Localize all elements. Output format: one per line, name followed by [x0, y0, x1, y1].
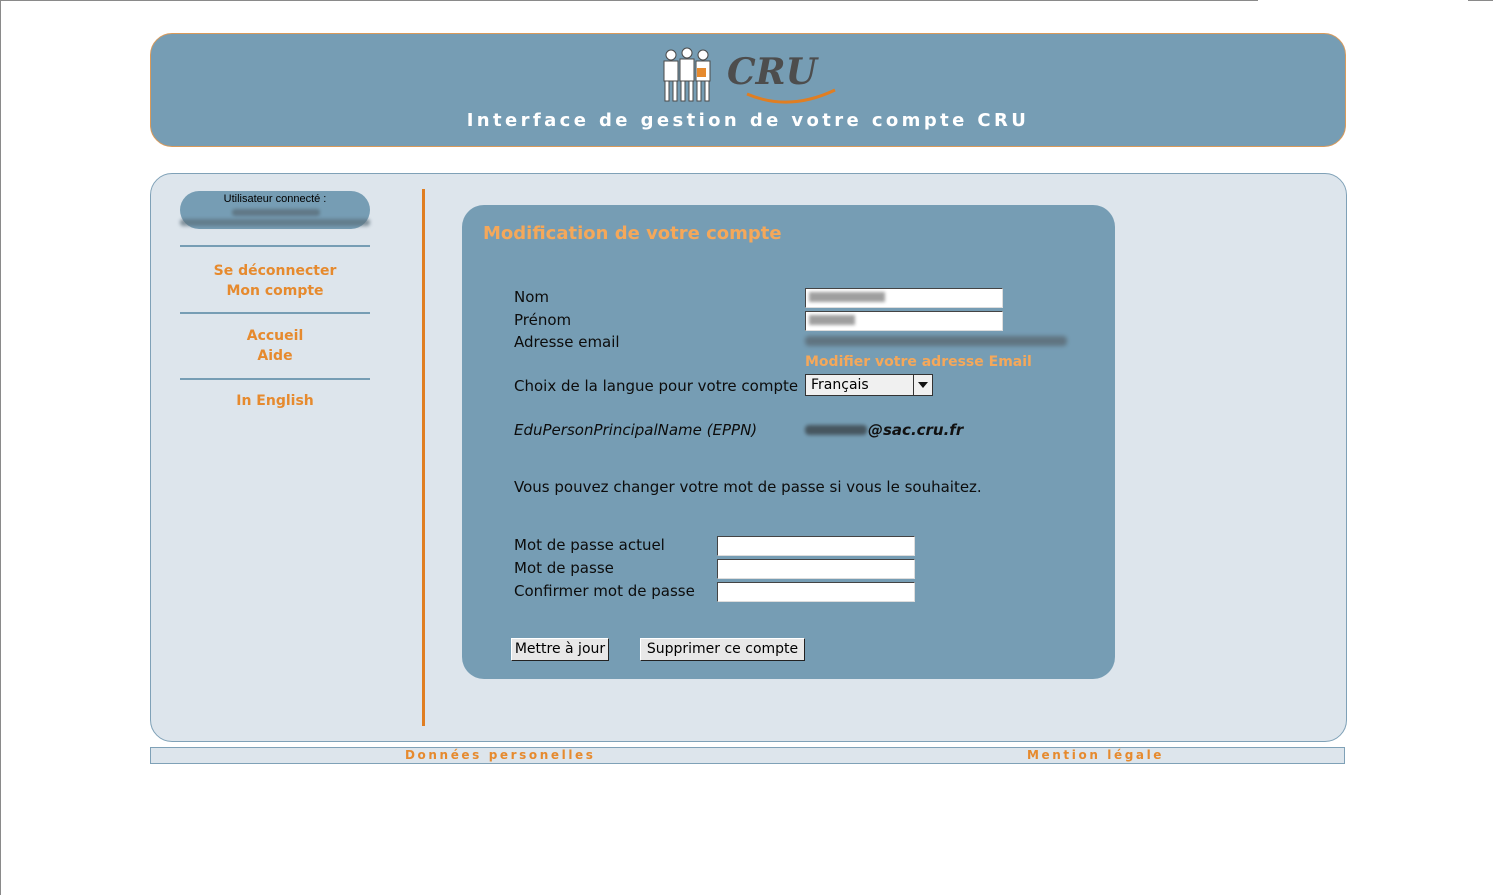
- current-password-input[interactable]: [717, 536, 915, 556]
- prenom-input[interactable]: [805, 311, 1003, 331]
- redacted-eppn-user: [805, 425, 867, 435]
- prenom-label: Prénom: [514, 311, 572, 329]
- legal-notice-link[interactable]: Mention légale: [1027, 748, 1165, 762]
- account-form-panel: [462, 205, 1115, 679]
- connected-user-badge: [180, 191, 370, 229]
- eppn-label: EduPersonPrincipalName (EPPN): [514, 421, 758, 439]
- form-title: Modification de votre compte: [483, 223, 782, 244]
- redacted-email-value: [805, 336, 1067, 346]
- language-dropdown-button[interactable]: [913, 375, 932, 395]
- help-link[interactable]: Aide: [257, 348, 293, 364]
- language-select[interactable]: [805, 374, 933, 396]
- chevron-down-icon: [918, 382, 928, 388]
- nom-input[interactable]: [805, 288, 1003, 308]
- nom-label: Nom: [514, 288, 550, 306]
- sidebar-divider: [180, 378, 370, 380]
- confirm-password-label: Confirmer mot de passe: [514, 582, 695, 600]
- sidebar-divider: [180, 245, 370, 247]
- connected-user-label: Utilisateur connecté :: [223, 193, 327, 205]
- svg-text:CRU: CRU: [727, 51, 817, 93]
- cru-logo: [659, 46, 839, 108]
- redacted-prenom: [809, 315, 855, 325]
- my-account-link[interactable]: Mon compte: [226, 283, 324, 299]
- language-selected-value: Français: [811, 377, 869, 393]
- home-link[interactable]: Accueil: [246, 328, 304, 344]
- english-link[interactable]: In English: [236, 393, 314, 409]
- window-edge-left: [0, 0, 1, 895]
- header-banner: [150, 33, 1346, 147]
- modify-email-link[interactable]: Modifier votre adresse Email: [805, 354, 1032, 370]
- email-label: Adresse email: [514, 333, 620, 351]
- password-info-text: Vous pouvez changer votre mot de passe si vous le souhaitez.: [514, 478, 982, 496]
- page-header-title: Interface de gestion de votre compte CRU: [466, 110, 1030, 131]
- personal-data-link[interactable]: Données personelles: [405, 748, 596, 762]
- sidebar-vertical-separator: [422, 189, 425, 726]
- logout-link[interactable]: Se déconnecter: [213, 263, 337, 279]
- window-edge-top-right: [1468, 0, 1493, 1]
- main-container: [150, 173, 1347, 742]
- language-label: Choix de la langue pour votre compte: [514, 377, 799, 395]
- update-button[interactable]: Mettre à jour: [511, 638, 609, 661]
- confirm-password-input[interactable]: [717, 582, 915, 602]
- current-password-label: Mot de passe actuel: [514, 536, 665, 554]
- delete-account-button[interactable]: Supprimer ce compte: [640, 638, 805, 661]
- redacted-nom: [809, 292, 885, 302]
- footer-bar: [150, 747, 1345, 764]
- new-password-label: Mot de passe: [514, 559, 614, 577]
- eppn-value: @sac.cru.fr: [868, 421, 964, 439]
- sidebar-divider: [180, 312, 370, 314]
- redacted-username: [232, 209, 320, 216]
- window-edge-top: [0, 0, 1258, 1]
- redacted-email: [180, 219, 370, 226]
- new-password-input[interactable]: [717, 559, 915, 579]
